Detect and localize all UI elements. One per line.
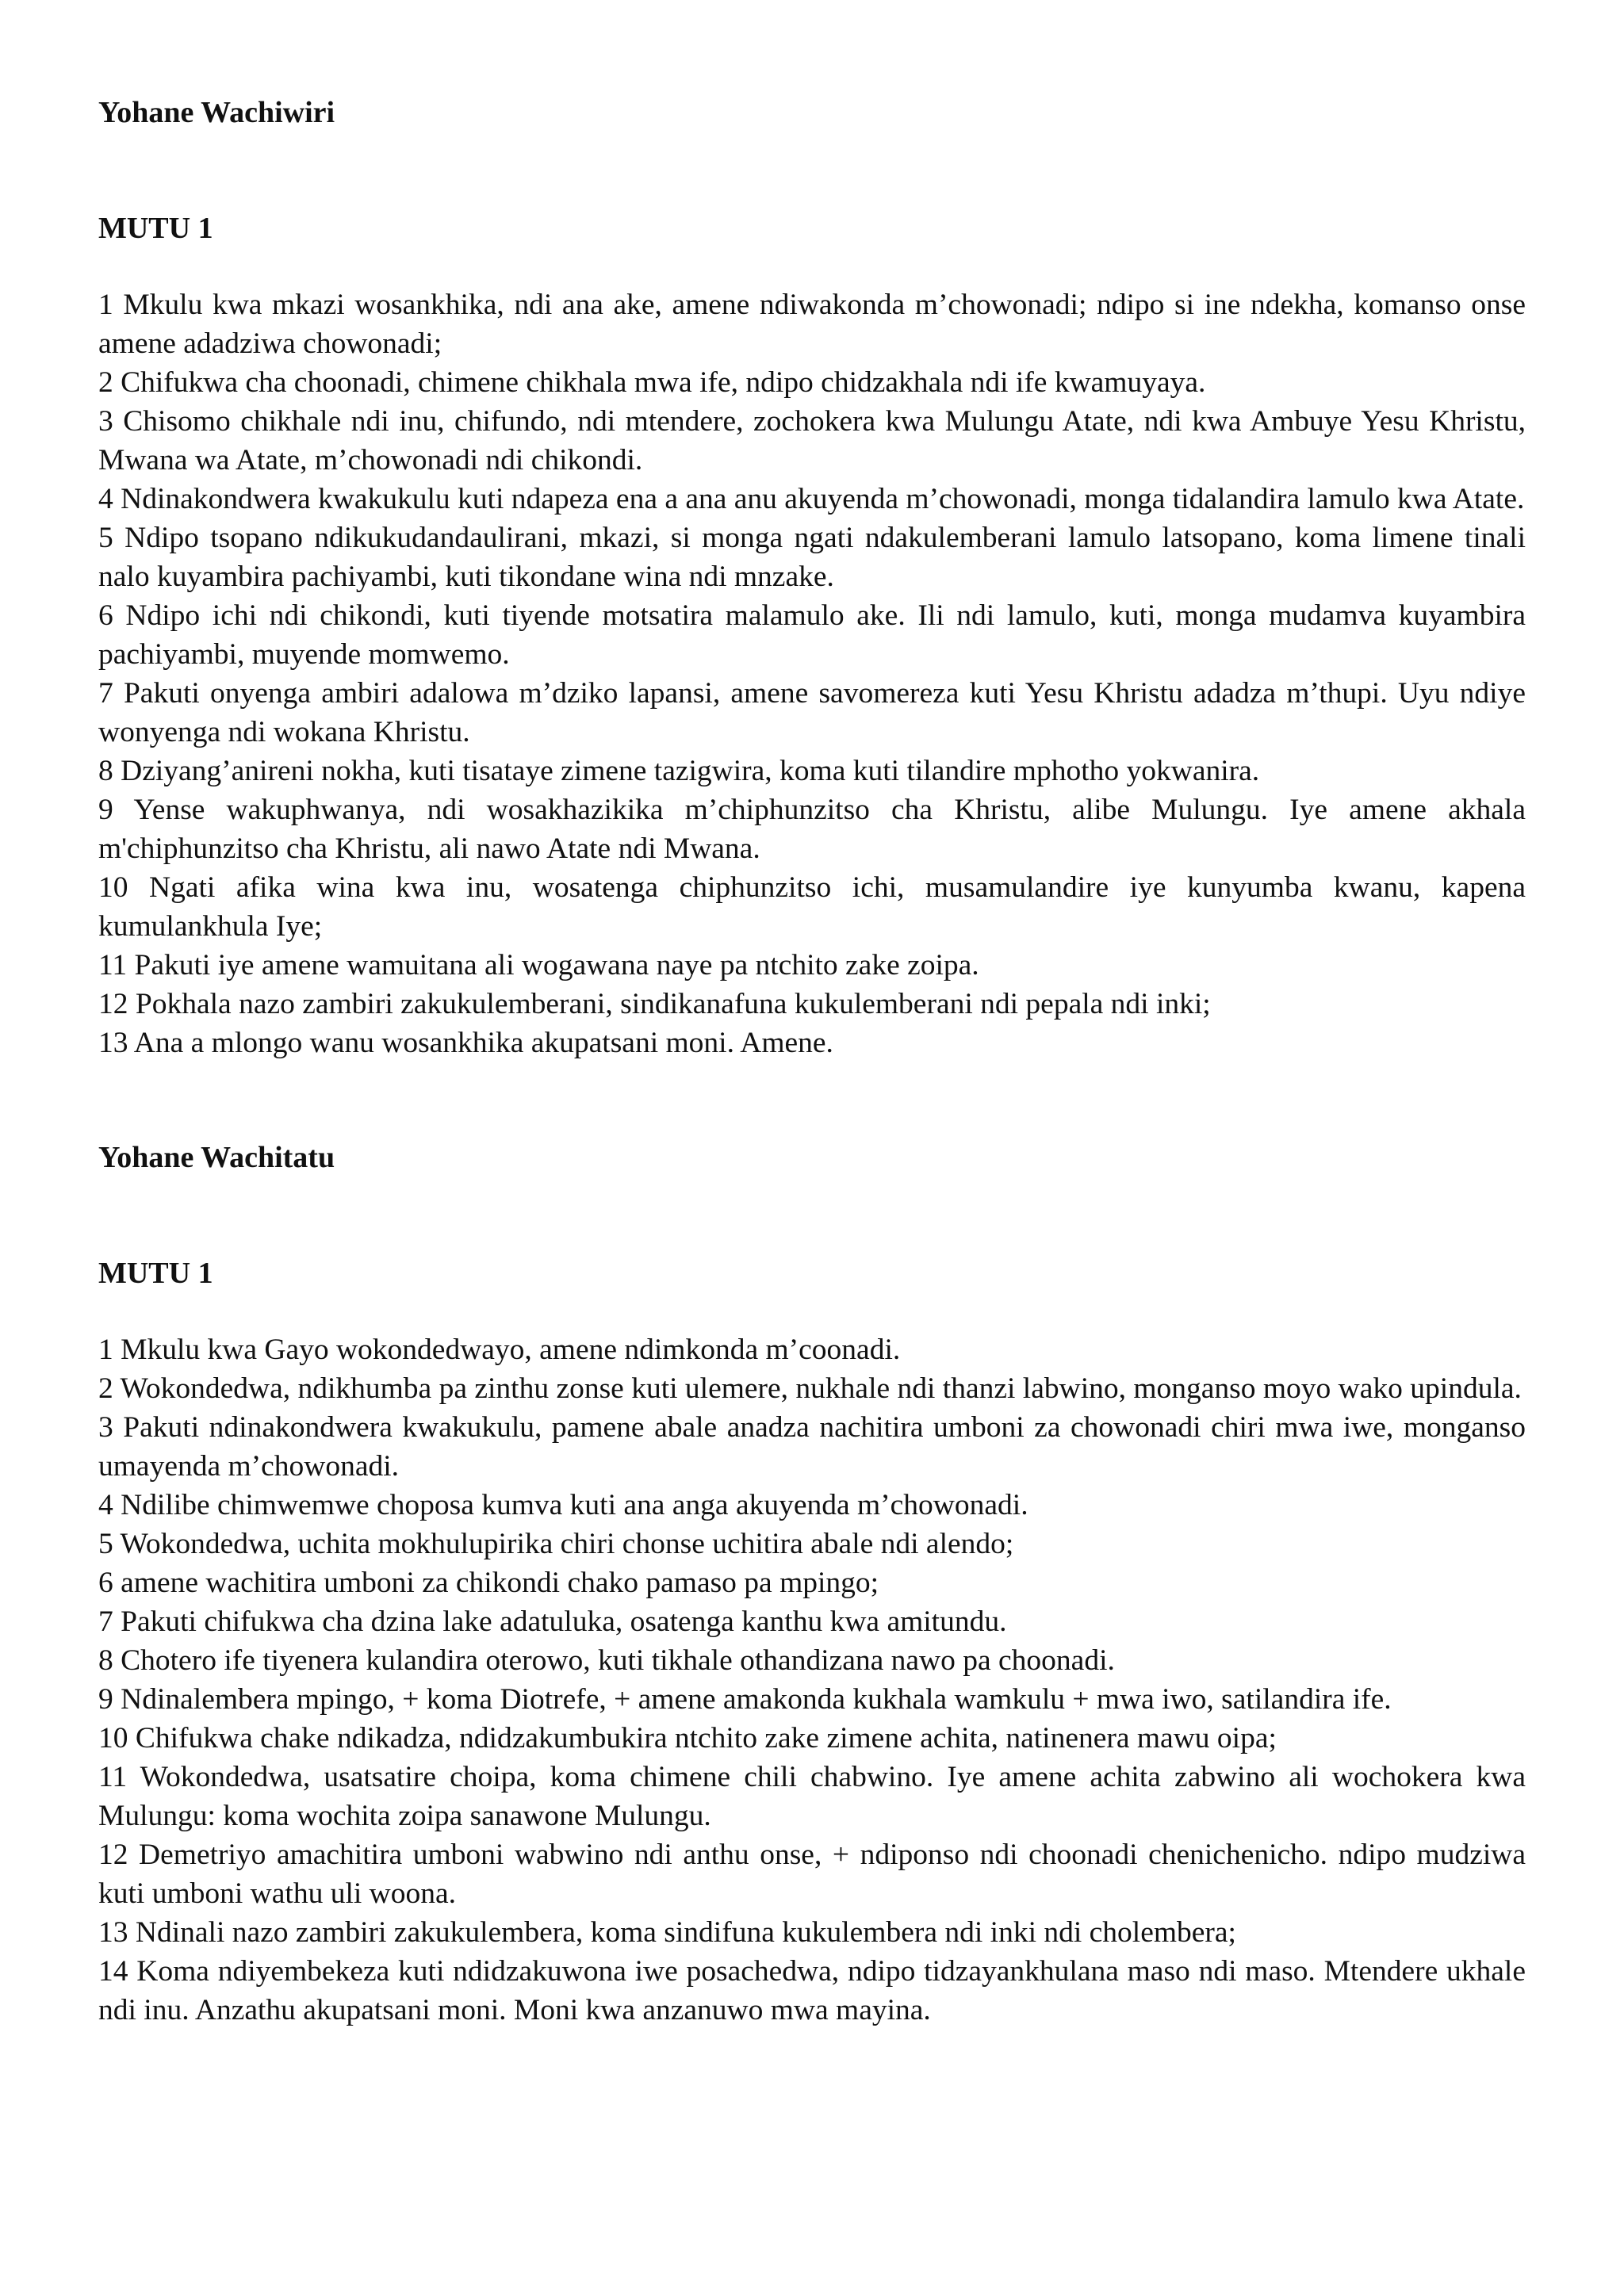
chapter-title: MUTU 1	[98, 1257, 213, 1290]
verse: 12 Pokhala nazo zambiri zakukulemberani, sindikanafuna kukulemberani ndi pepala ndi inki;	[98, 988, 1211, 1020]
verse: 5 Ndipo tsopano ndikukudandaulirani, mkazi, si monga ngati ndakulemberani lamulo latsopano, koma limene tinali nalo kuyambira pachiyambi, kuti tikondane wina ndi mnzake.	[98, 522, 1526, 593]
verse-list	[98, 285, 1526, 1062]
verse: 7 Pakuti onyenga ambiri adalowa m’dziko lapansi, amene savomereza kuti Yesu Khristu adadza m’thupi. Uyu ndiye wonyenga ndi wokana Khristu.	[98, 677, 1526, 748]
verse: 12 Demetriyo amachitira umboni wabwino ndi anthu onse, + ndiponso ndi choonadi chenichenicho. ndipo mudziwa kuti umboni wathu uli woona.	[98, 1839, 1526, 1910]
verse: 4 Ndinakondwera kwakukulu kuti ndapeza ena a ana anu akuyenda m’chowonadi, monga tidalandira lamulo kwa Atate.	[98, 483, 1525, 515]
verse: 13 Ndinali nazo zambiri zakukulembera, koma sindifuna kukulembera ndi inki ndi cholembera;	[98, 1916, 1236, 1949]
section-yohane-wachiwiri	[98, 94, 1526, 1062]
verse: 1 Mkulu kwa Gayo wokondedwayo, amene ndimkonda m’coonadi.	[98, 1334, 901, 1366]
verse: 11 Pakuti iye amene wamuitana ali wogawana naye pa ntchito zake zoipa.	[98, 949, 979, 982]
verse: 1 Mkulu kwa mkazi wosankhika, ndi ana ake, amene ndiwakonda m’chowonadi; ndipo si ine ndekha, komanso onse amene adadziwa chowonadi;	[98, 289, 1526, 360]
verse: 13 Ana a mlongo wanu wosankhika akupatsani moni. Amene.	[98, 1027, 833, 1059]
verse: 3 Chisomo chikhale ndi inu, chifundo, ndi mtendere, zochokera kwa Mulungu Atate, ndi kwa Ambuye Yesu Khristu, Mwana wa Atate, m’chowonadi ndi chikondi.	[98, 405, 1526, 476]
verse: 14 Koma ndiyembekeza kuti ndidzakuwona iwe posachedwa, ndipo tidzayankhulana maso ndi maso. Mtendere ukhale ndi inu. Anzathu akupatsani moni. Moni kwa anzanuwo mwa mayina.	[98, 1955, 1526, 2026]
verse: 8 Chotero ife tiyenera kulandira oterowo, kuti tikhale othandizana nawo pa choonadi.	[98, 1644, 1115, 1677]
verse-list	[98, 1330, 1526, 2030]
verse: 8 Dziyang’anireni nokha, kuti tisataye zimene tazigwira, koma kuti tilandire mphotho yokwanira.	[98, 755, 1260, 787]
verse: 4 Ndilibe chimwemwe choposa kumva kuti ana anga akuyenda m’chowonadi.	[98, 1489, 1028, 1521]
verse: 10 Chifukwa chake ndikadza, ndidzakumbukira ntchito zake zimene achita, natinenera mawu oipa;	[98, 1722, 1277, 1755]
book-title: Yohane Wachitatu	[98, 1141, 335, 1174]
verse: 6 amene wachitira umboni za chikondi chako pamaso pa mpingo;	[98, 1567, 879, 1599]
book-title: Yohane Wachiwiri	[98, 96, 335, 129]
verse: 3 Pakuti ndinakondwera kwakukulu, pamene abale anadza nachitira umboni za chowonadi chiri mwa iwe, monganso umayenda m’chowonadi.	[98, 1411, 1526, 1483]
verse: 11 Wokondedwa, usatsatire choipa, koma chimene chili chabwino. Iye amene achita zabwino ali wochokera kwa Mulungu: koma wochita zoipa sanawone Mulungu.	[98, 1761, 1526, 1832]
verse: 9 Yense wakuphwanya, ndi wosakhazikika m’chiphunzitso cha Khristu, alibe Mulungu. Iye amene akhala m'chiphunzitso cha Khristu, ali nawo Atate ndi Mwana.	[98, 794, 1526, 865]
verse: 2 Chifukwa cha choonadi, chimene chikhala mwa ife, ndipo chidzakhala ndi ife kwamuyaya.	[98, 366, 1206, 399]
verse: 7 Pakuti chifukwa cha dzina lake adatuluka, osatenga kanthu kwa amitundu.	[98, 1605, 1007, 1638]
verse: 5 Wokondedwa, uchita mokhulupirika chiri chonse uchitira abale ndi alendo;	[98, 1528, 1014, 1560]
verse: 9 Ndinalembera mpingo, + koma Diotrefe, + amene amakonda kukhala wamkulu + mwa iwo, satilandira ife.	[98, 1683, 1392, 1716]
verse: 2 Wokondedwa, ndikhumba pa zinthu zonse kuti ulemere, nukhale ndi thanzi labwino, monganso moyo wako upindula.	[98, 1372, 1522, 1405]
verse: 10 Ngati afika wina kwa inu, wosatenga chiphunzitso ichi, musamulandire iye kunyumba kwanu, kapena kumulankhula Iye;	[98, 871, 1526, 943]
section-yohane-wachitatu	[98, 1138, 1526, 2030]
verse: 6 Ndipo ichi ndi chikondi, kuti tiyende motsatira malamulo ake. Ili ndi lamulo, kuti, monga mudamva kuyambira pachiyambi, muyende momwemo.	[98, 599, 1526, 671]
chapter-title: MUTU 1	[98, 212, 213, 245]
